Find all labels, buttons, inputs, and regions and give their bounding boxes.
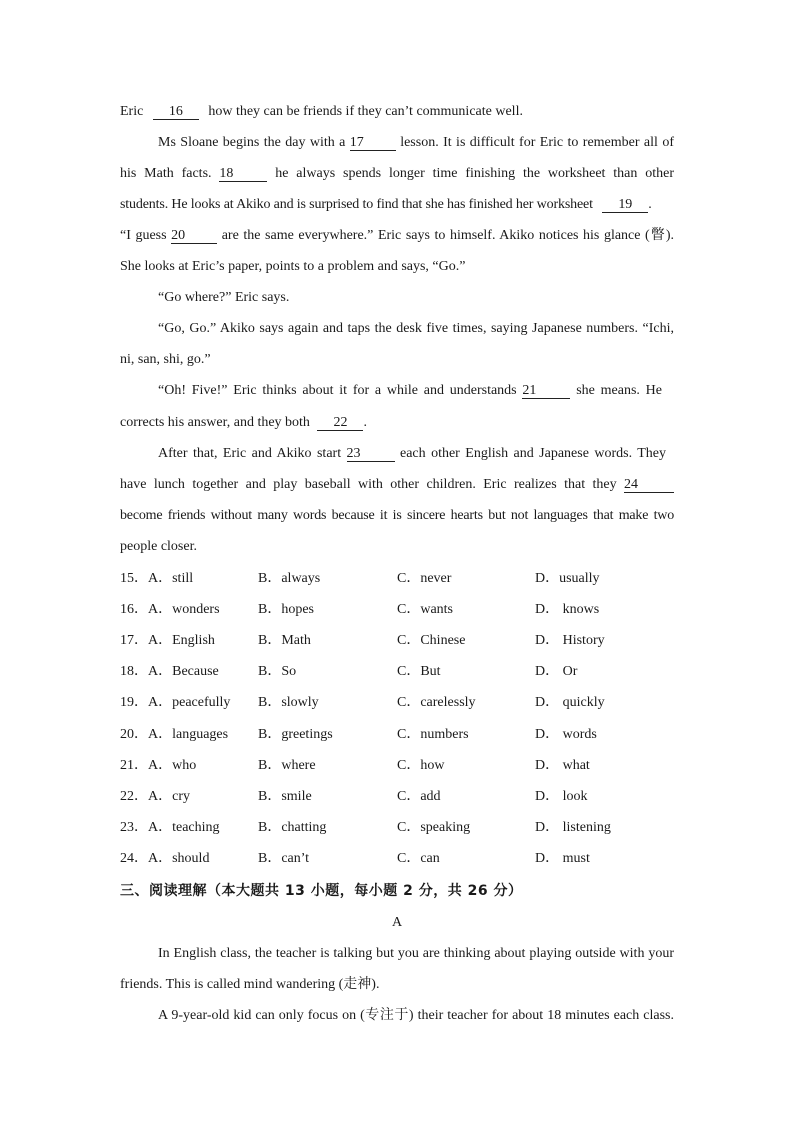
option-a: A．should	[148, 851, 210, 866]
question-number: 23．	[120, 820, 148, 835]
question-options	[120, 850, 680, 868]
option-d: D． look	[535, 789, 588, 804]
option-c: C．Chinese	[397, 633, 466, 648]
passage-line	[120, 165, 674, 183]
option-a: A．languages	[148, 727, 229, 742]
option-b: B．always	[258, 571, 321, 586]
option-c: C．wants	[397, 602, 453, 617]
question-options	[120, 694, 680, 712]
option-a: A．who	[148, 758, 197, 773]
question-number: 22．	[120, 789, 148, 804]
question-number: 15．	[120, 571, 148, 586]
option-c: C．numbers	[397, 727, 469, 742]
text-segment: “Oh! Five!” Eric thinks about it for a while and understands	[158, 383, 517, 398]
question-number: 16．	[120, 602, 148, 617]
option-d: D． History	[535, 633, 605, 648]
passage-label: A	[391, 915, 403, 930]
question-number: 19．	[120, 695, 148, 710]
answer-blank-24: 24	[624, 477, 674, 493]
option-b: B．hopes	[258, 602, 314, 617]
passage-line: “Go, Go.” Akiko says again and taps the desk five times, saying Japanese numbers. “Ichi,	[158, 321, 674, 336]
option-b: B．greetings	[258, 727, 333, 742]
text-segment: After that, Eric and Akiko start	[158, 446, 342, 461]
answer-blank-21: 21	[522, 383, 570, 399]
option-c: C．speaking	[397, 820, 471, 835]
option-b: B．Math	[258, 633, 311, 648]
option-c: C．never	[397, 571, 452, 586]
text-segment: .	[648, 197, 652, 212]
option-b: B．So	[258, 664, 297, 679]
option-a: A．cry	[148, 789, 190, 804]
answer-blank-16: 16	[153, 104, 199, 120]
answer-blank-23: 23	[347, 446, 395, 462]
question-options	[120, 788, 680, 806]
passage-line	[120, 227, 674, 245]
option-a: A．Because	[148, 664, 219, 679]
text-segment: Eric	[120, 104, 144, 119]
option-c: C．carelessly	[397, 695, 476, 710]
option-d: D． Or	[535, 664, 578, 679]
option-d: D． listening	[535, 820, 611, 835]
passage-line: “Go where?” Eric says.	[158, 290, 290, 305]
question-number: 17．	[120, 633, 148, 648]
text-segment: lesson. It is difficult for Eric to remember all of	[400, 135, 674, 150]
option-b: B．slowly	[258, 695, 319, 710]
answer-blank-18: 18	[219, 166, 267, 182]
passage-line	[158, 134, 674, 152]
option-d: D． knows	[535, 602, 600, 617]
text-segment: each other English and Japanese words. They	[400, 446, 667, 461]
passage-line	[120, 103, 676, 121]
answer-blank-22: 22	[317, 415, 363, 431]
answer-blank-20: 20	[171, 228, 217, 244]
question-options	[120, 570, 680, 588]
passage-line: ni, san, shi, go.”	[120, 352, 211, 367]
question-options	[120, 663, 680, 681]
text-segment: have lunch together and play baseball with other children. Eric realizes that they	[120, 477, 617, 492]
option-c: C．how	[397, 758, 445, 773]
text-segment: corrects his answer, and they both	[120, 415, 310, 430]
text-segment: his Math facts.	[120, 166, 212, 181]
question-options	[120, 726, 680, 744]
reading-line: A 9-year-old kid can only focus on (专注于) their teacher for about 18 minutes each class.	[158, 1008, 674, 1023]
option-a: A．English	[148, 633, 215, 648]
passage-line: people closer.	[120, 539, 197, 554]
reading-line: friends. This is called mind wandering (走神).	[120, 977, 380, 992]
option-d: D． quickly	[535, 695, 605, 710]
question-options	[120, 819, 680, 837]
text-segment: he always spends longer time finishing the worksheet than other	[275, 166, 675, 181]
text-segment: “I guess	[120, 228, 167, 243]
option-b: B．smile	[258, 789, 312, 804]
option-b: B．chatting	[258, 820, 327, 835]
option-c: C．add	[397, 789, 441, 804]
passage-line	[158, 382, 662, 400]
option-b: B．can’t	[258, 851, 310, 866]
option-c: C．can	[397, 851, 440, 866]
text-segment: she means. He	[576, 383, 662, 398]
passage-line	[158, 445, 666, 463]
question-options	[120, 757, 680, 775]
option-a: A．peacefully	[148, 695, 231, 710]
passage-line	[120, 414, 676, 432]
text-segment: students. He looks at Akiko and is surprised to find that she has finished her worksheet	[120, 197, 593, 212]
option-a: A．teaching	[148, 820, 220, 835]
passage-line: She looks at Eric’s paper, points to a problem and says, “Go.”	[120, 259, 466, 274]
option-d: D． words	[535, 727, 597, 742]
passage-line	[120, 196, 676, 214]
question-options	[120, 601, 680, 619]
question-number: 21．	[120, 758, 148, 773]
option-d: D． what	[535, 758, 590, 773]
section-heading: 三、阅读理解（本大题共 13 小题，每小题 2 分，共 26 分）	[120, 883, 523, 899]
passage-line	[120, 476, 674, 494]
answer-blank-19: 19	[602, 197, 648, 213]
question-number: 20．	[120, 727, 148, 742]
text-segment: how they can be friends if they can’t communicate well.	[208, 104, 523, 119]
answer-blank-17: 17	[350, 135, 396, 151]
reading-line: In English class, the teacher is talking but you are thinking about playing outside with your	[158, 946, 674, 961]
option-a: A．wonders	[148, 602, 220, 617]
option-c: C．But	[397, 664, 441, 679]
option-a: A．still	[148, 571, 194, 586]
passage-line: become friends without many words because it is sincere hearts but not languages that make two	[120, 508, 674, 523]
text-segment: .	[363, 415, 367, 430]
question-options	[120, 632, 680, 650]
option-d: D．usually	[535, 571, 600, 586]
text-segment: are the same everywhere.” Eric says to himself. Akiko notices his glance (瞥).	[221, 228, 675, 243]
text-segment: Ms Sloane begins the day with a	[158, 135, 346, 150]
option-b: B．where	[258, 758, 316, 773]
question-number: 24．	[120, 851, 148, 866]
option-d: D． must	[535, 851, 590, 866]
question-number: 18．	[120, 664, 148, 679]
